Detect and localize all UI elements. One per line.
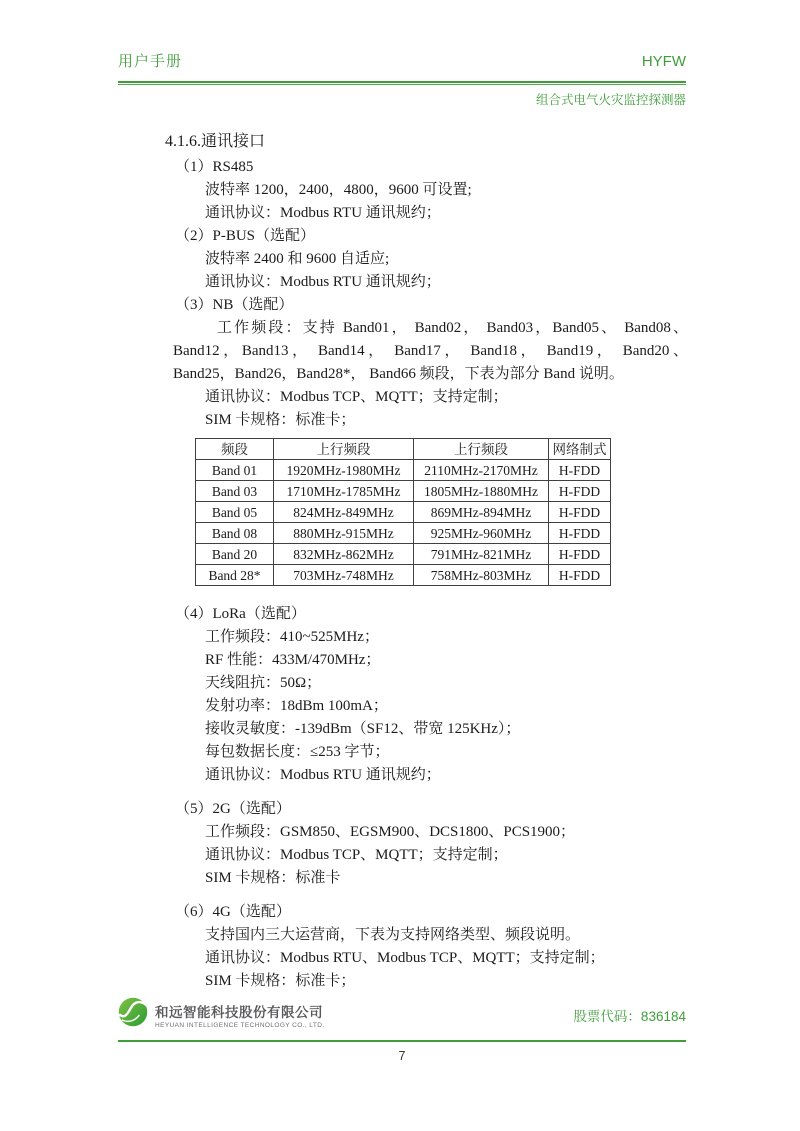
- cell-network: H-FDD: [549, 460, 611, 481]
- col-header-network: 网络制式: [549, 439, 611, 460]
- cell-band: Band 03: [196, 481, 274, 502]
- spec-line: 发射功率：18dBm 100mA；: [205, 698, 388, 714]
- cell-network: H-FDD: [549, 481, 611, 502]
- item-title-2g: （5）2G（选配）: [175, 801, 291, 817]
- doc-type-label: 用户手册: [118, 54, 183, 70]
- nb-bands-paragraph: 工作频段：支持 Band01， Band02， Band03，Band05、 Band08、 Band12，Band13， Band14， Band17， Band18， Band19， Band20、 Band25，Band26，Band28*， Band66 频段，下表为部分 Band 说明。: [173, 320, 688, 382]
- cell-band: Band 01: [196, 460, 274, 481]
- document-body: [165, 130, 688, 993]
- cell-band: Band 05: [196, 502, 274, 523]
- stock-code-label: 股票代码：836184: [573, 1008, 686, 1024]
- page-number: 7: [398, 1049, 406, 1063]
- spacer: [165, 787, 688, 798]
- cell-band: Band 28*: [196, 565, 274, 586]
- page-footer: [118, 997, 686, 1063]
- item-title-lora: （4）LoRa（选配）: [175, 606, 306, 622]
- item-title-rs485: （1）RS485: [175, 159, 254, 175]
- spacer: [165, 586, 688, 603]
- cell-downlink: 1805MHz-1880MHz: [414, 481, 549, 502]
- product-code-label: HYFW: [641, 53, 686, 70]
- spec-line: 接收灵敏度：-139dBm（SF12、带宽 125KHz）；: [205, 721, 521, 737]
- company-name-block: [155, 1001, 325, 1029]
- spec-line: 通讯协议：Modbus RTU 通讯规约；: [205, 274, 441, 290]
- spec-line: 工作频段：GSM850、EGSM900、DCS1800、PCS1900；: [205, 824, 576, 840]
- col-header-uplink2: 上行频段: [414, 439, 549, 460]
- spec-line: 波特率 2400 和 9600 自适应;: [205, 251, 390, 267]
- cell-downlink: 758MHz-803MHz: [414, 565, 549, 586]
- cell-band: Band 20: [196, 544, 274, 565]
- cell-downlink: 791MHz-821MHz: [414, 544, 549, 565]
- cell-downlink: 869MHz-894MHz: [414, 502, 549, 523]
- cell-downlink: 2110MHz-2170MHz: [414, 460, 549, 481]
- band-table: [195, 438, 611, 586]
- spec-line: 通讯协议：Modbus TCP、MQTT；支持定制；: [205, 847, 508, 863]
- table-row: [196, 544, 611, 565]
- spec-line: 工作频段：410~525MHz；: [205, 629, 379, 645]
- spacer: [165, 890, 688, 901]
- header-divider: [118, 81, 686, 85]
- page-header: [118, 52, 686, 108]
- cell-uplink: 832MHz-862MHz: [274, 544, 414, 565]
- spec-line: SIM 卡规格：标准卡；: [205, 412, 356, 428]
- spec-line: 支持国内三大运营商，下表为支持网络类型、频段说明。: [205, 927, 581, 943]
- spec-line: 通讯协议：Modbus TCP、MQTT；支持定制；: [205, 389, 508, 405]
- spec-line: 通讯协议：Modbus RTU、Modbus TCP、MQTT；支持定制；: [205, 950, 605, 966]
- table-row: [196, 502, 611, 523]
- spec-line: 天线阻抗：50Ω；: [205, 675, 322, 691]
- col-header-band: 频段: [196, 439, 274, 460]
- company-brand: [118, 997, 325, 1032]
- table-row: [196, 523, 611, 544]
- cell-uplink: 824MHz-849MHz: [274, 502, 414, 523]
- spec-line: 每包数据长度：≤253 字节；: [205, 744, 390, 760]
- product-subtitle: 组合式电气火灾监控探测器: [535, 93, 686, 107]
- table-row: [196, 481, 611, 502]
- cell-downlink: 925MHz-960MHz: [414, 523, 549, 544]
- cell-uplink: 880MHz-915MHz: [274, 523, 414, 544]
- cell-network: H-FDD: [549, 523, 611, 544]
- col-header-uplink: 上行频段: [274, 439, 414, 460]
- company-name-en: HEYUAN INTELLIGENCE TECHNOLOGY CO., LTD.: [155, 1021, 325, 1029]
- spec-line: RF 性能：433M/470MHz；: [205, 652, 381, 668]
- company-name-cn: 和远智能科技股份有限公司: [155, 1004, 323, 1020]
- spec-line: SIM 卡规格：标准卡: [205, 870, 341, 886]
- item-title-4g: （6）4G（选配）: [175, 904, 291, 920]
- cell-uplink: 703MHz-748MHz: [274, 565, 414, 586]
- table-header-row: [196, 439, 611, 460]
- cell-uplink: 1920MHz-1980MHz: [274, 460, 414, 481]
- footer-row: [118, 997, 686, 1032]
- header-row: [118, 52, 686, 72]
- spec-line: SIM 卡规格：标准卡；: [205, 973, 356, 989]
- cell-network: H-FDD: [549, 544, 611, 565]
- section-heading: 4.1.6.通讯接口: [165, 133, 266, 150]
- item-title-nb: （3）NB（选配）: [175, 297, 294, 313]
- cell-band: Band 08: [196, 523, 274, 544]
- cell-network: H-FDD: [549, 565, 611, 586]
- spec-line: 通讯协议：Modbus RTU 通讯规约；: [205, 767, 441, 783]
- spec-line: 通讯协议：Modbus RTU 通讯规约；: [205, 205, 441, 221]
- spec-line: 波特率 1200，2400，4800，9600 可设置;: [205, 182, 472, 198]
- table-row: [196, 565, 611, 586]
- footer-divider: [118, 1040, 686, 1042]
- table-row: [196, 460, 611, 481]
- cell-network: H-FDD: [549, 502, 611, 523]
- item-title-pbus: （2）P-BUS（选配）: [175, 228, 316, 244]
- cell-uplink: 1710MHz-1785MHz: [274, 481, 414, 502]
- company-logo-icon: [118, 997, 148, 1032]
